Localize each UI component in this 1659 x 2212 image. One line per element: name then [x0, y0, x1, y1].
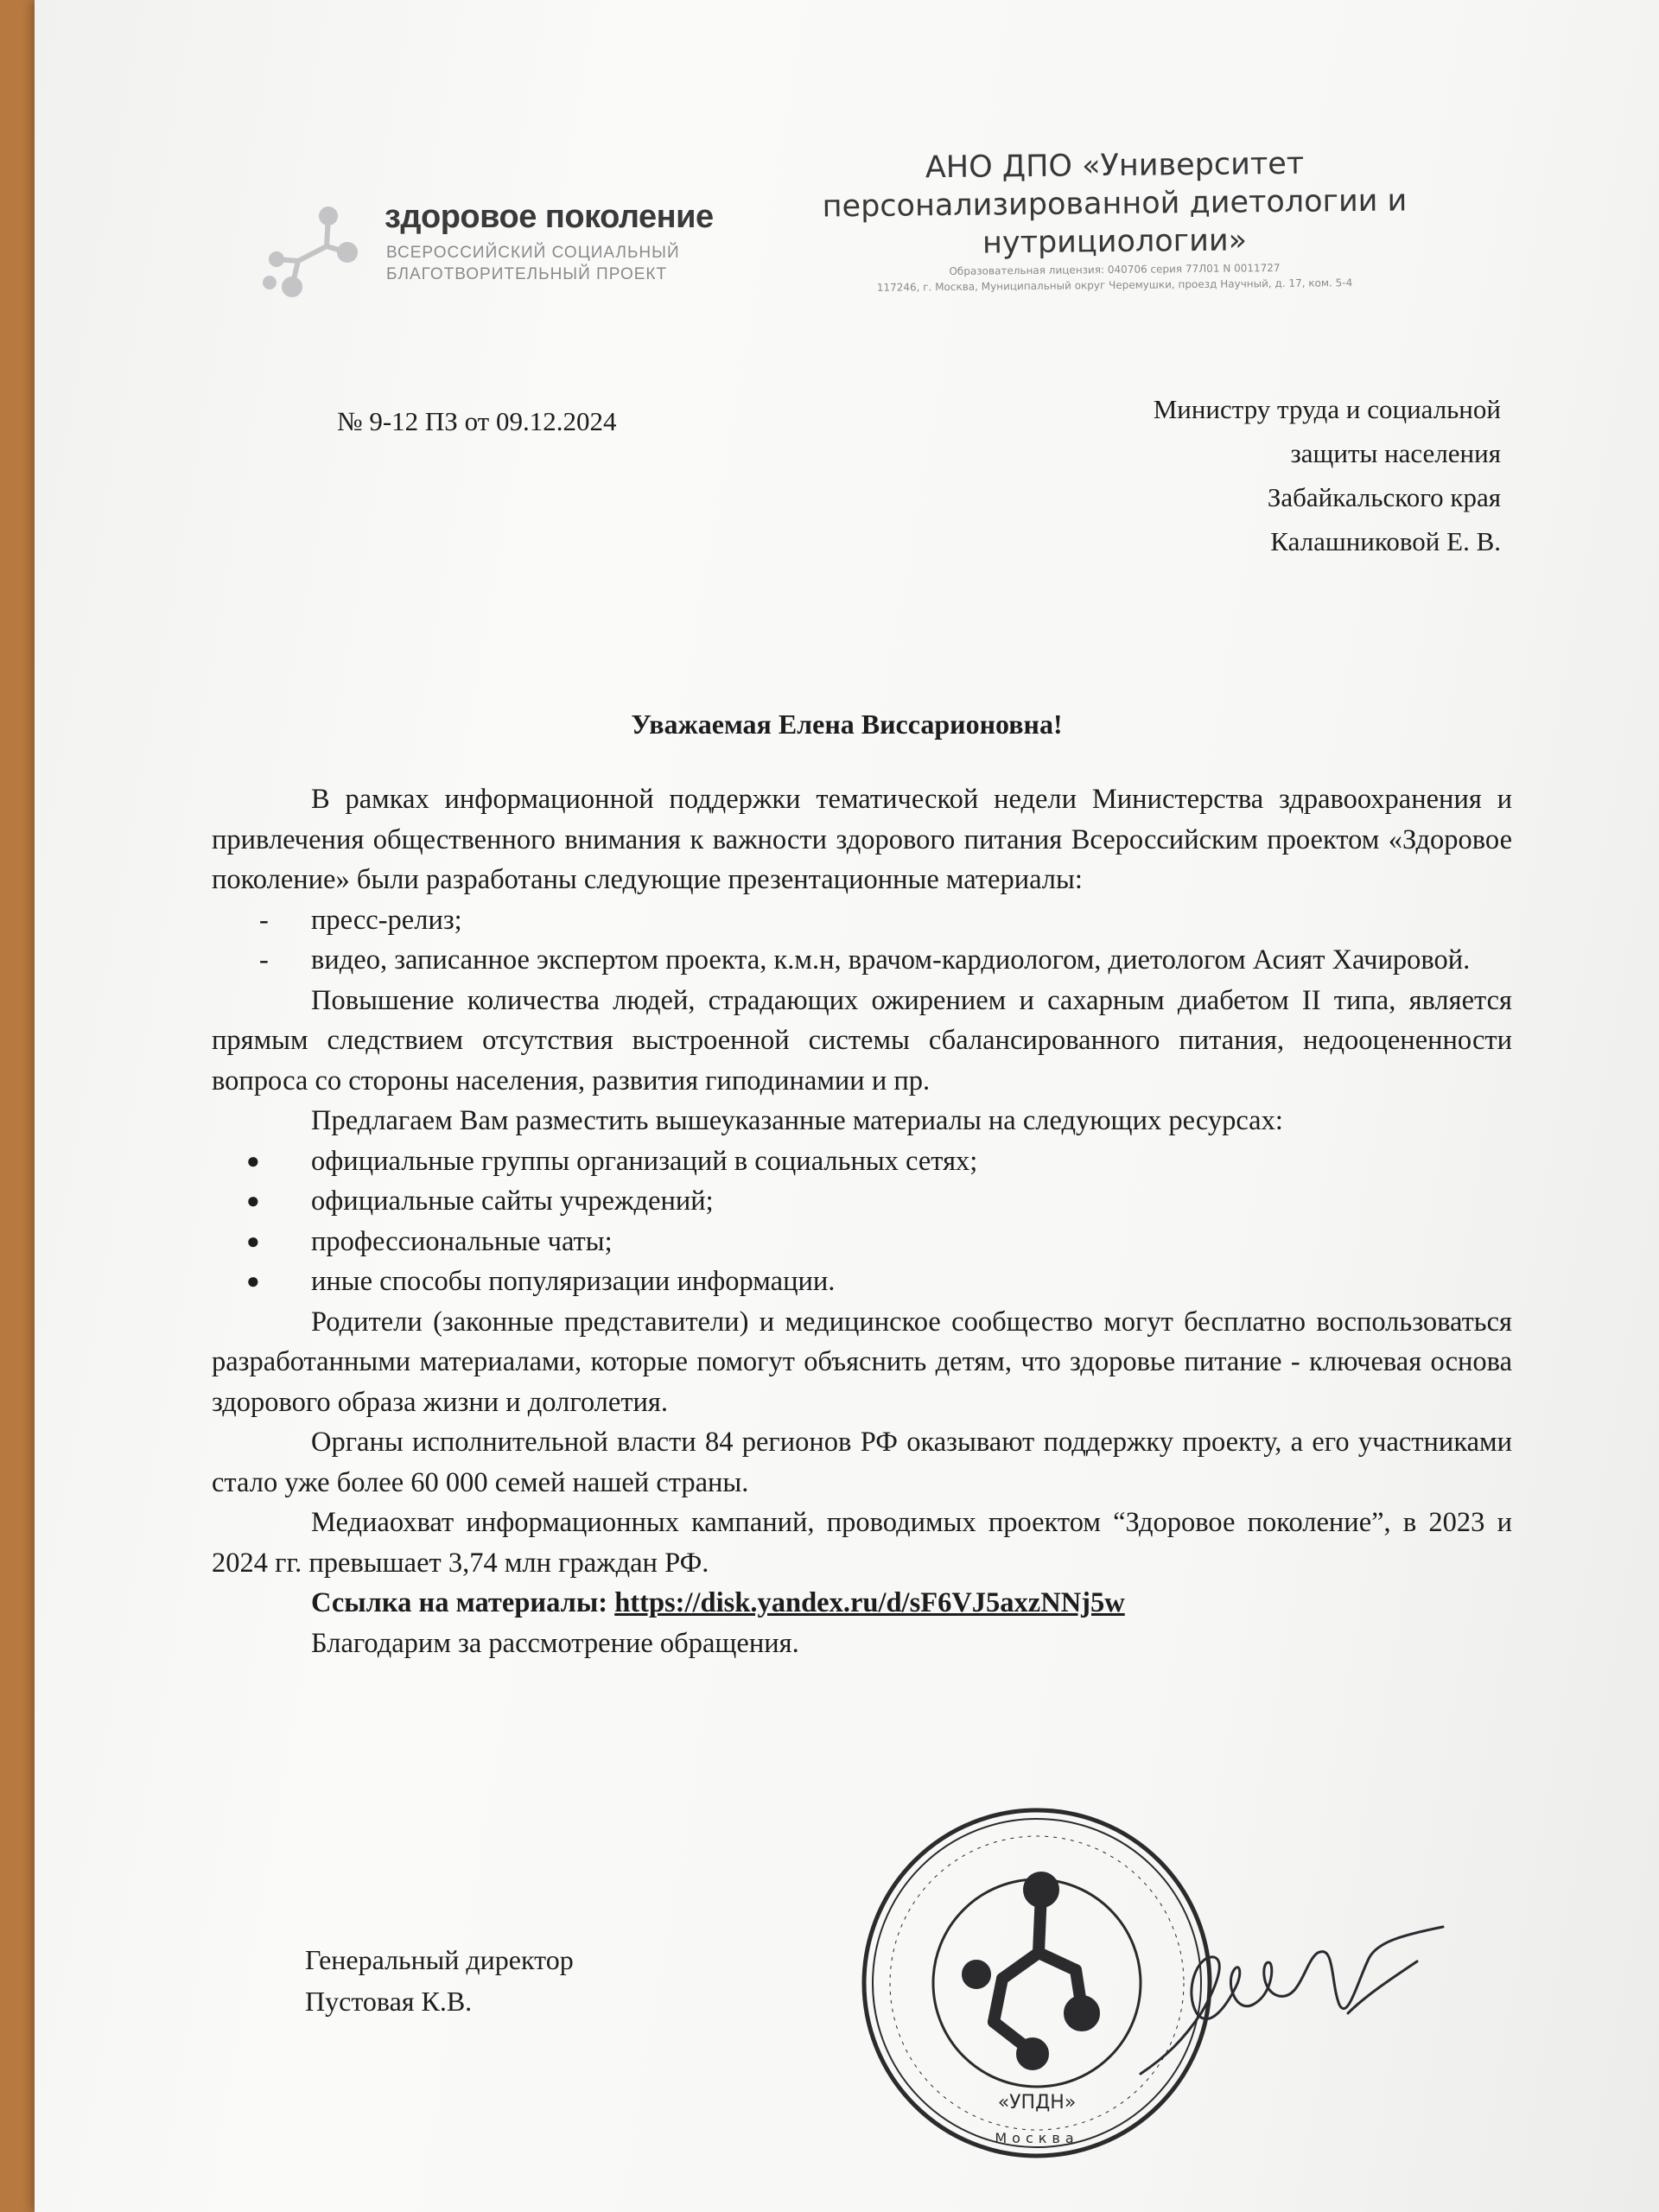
bullet-marker: ●: [246, 1147, 260, 1173]
link-label: Ссылка на материалы:: [311, 1587, 608, 1618]
paragraph-2: Повышение количества людей, страдающих ожирением и сахарным диабетом II типа, является прямым следствием отсутствия выстроенной системы сбалансированного питания, недооцененности вопроса со стороны населения, развития гиподинамии и пр.: [212, 984, 1512, 1096]
org-name-line-3: нутрициологии»: [982, 223, 1248, 261]
organization-header: [760, 147, 1469, 292]
paragraph-1: В рамках информационной поддержки тематической недели Министерства здравоохранения и привлечения общественного внимания к важности здорового питания Всероссийским проектом «Здоровое поколение» были разработаны следующие презентационные материалы:: [212, 784, 1512, 895]
bullet-marker: ●: [246, 1228, 260, 1254]
zdorovoe-pokolenie-logo: [251, 199, 786, 302]
list-item-text: пресс-релиз;: [311, 904, 462, 936]
brand-subtitle-line-1: ВСЕРОССИЙСКИЙ СОЦИАЛЬНЫЙ: [386, 244, 680, 262]
paragraph-3: Предлагаем Вам разместить вышеуказанные материалы на следующих ресурсах:: [311, 1105, 1283, 1136]
bullet-marker: ●: [246, 1268, 260, 1294]
list-item: [212, 900, 1512, 941]
org-name-line-1: АНО ДПО «Университет: [925, 146, 1305, 186]
dash-marker: -: [259, 944, 269, 976]
list-item: [212, 1181, 1512, 1222]
stamp-molecule-icon: [968, 1878, 1094, 2064]
paragraph-7: Благодарим за рассмотрение обращения.: [311, 1627, 799, 1659]
list-item: [212, 1222, 1512, 1262]
list-item-text: иные способы популяризации информации.: [311, 1266, 836, 1297]
org-license: Образовательная лицензия: 040706 серия 77Л01 N 0011727: [949, 261, 1281, 278]
list-item: [212, 1141, 1512, 1182]
list-item-text: профессиональные чаты;: [311, 1225, 613, 1257]
addressee-line-2: защиты населения: [1290, 438, 1501, 468]
signatory-name: Пустовая К.В.: [305, 1986, 473, 2017]
list-item-text: официальные сайты учреждений;: [311, 1185, 714, 1217]
brand-subtitle: [386, 242, 749, 285]
addressee-line-4: Калашниковой Е. В.: [1270, 526, 1501, 556]
brand-name: здоровое поколение: [385, 199, 714, 235]
molecule-icon: [251, 199, 372, 302]
handwritten-signature: [1132, 1910, 1460, 2082]
signatory-title: Генеральный директор: [305, 1944, 574, 1975]
materials-link[interactable]: https://disk.yandex.ru/d/sF6VJ5axzNNj5w: [614, 1587, 1125, 1618]
stamp-center-text: «УПДН»: [997, 2092, 1077, 2113]
org-name-line-2: персонализированной диетологии и: [822, 183, 1408, 225]
letter-page: [35, 0, 1659, 2212]
addressee-block: [1154, 387, 1501, 563]
addressee-line-3: Забайкальского края: [1267, 482, 1501, 512]
materials-link-line: [212, 1583, 1512, 1624]
brand-subtitle-line-2: БЛАГОТВОРИТЕЛЬНЫЙ ПРОЕКТ: [386, 265, 668, 283]
org-address: 117246, г. Москва, Муниципальный округ Черемушки, проезд Научный, д. 17, ком. 5-4: [876, 276, 1353, 294]
bullet-marker: ●: [246, 1188, 260, 1213]
list-item: [212, 1262, 1512, 1302]
stamp-city: Москва: [995, 2130, 1079, 2146]
dash-marker: -: [259, 904, 269, 936]
list-item-text: видео, записанное экспертом проекта, к.м.н, врачом-кардиологом, диетологом Асият Хачировой.: [311, 944, 1471, 976]
paragraph-5: Органы исполнительной власти 84 регионов РФ оказывают поддержку проекту, а его участниками стало уже более 60 000 семей нашей страны.: [212, 1427, 1512, 1498]
paragraph-4: Родители (законные представители) и медицинское сообщество могут бесплатно воспользоваться разработанными материалами, которые помогут объяснить детям, что здоровье питание - ключевая основа здорового образа жизни и долголетия.: [212, 1306, 1512, 1418]
greeting: Уважаемая Елена Виссарионовна!: [631, 709, 1063, 740]
letter-reference: № 9-12 ПЗ от 09.12.2024: [337, 406, 617, 436]
paragraph-6: Медиаохват информационных кампаний, проводимых проектом “Здоровое поколение”, в 2023 и 2024 гг. превышает 3,74 млн граждан РФ.: [212, 1507, 1512, 1579]
letter-body: [212, 779, 1512, 1663]
signatory-block: [305, 1939, 574, 2022]
list-item-text: официальные группы организаций в социальных сетях;: [311, 1145, 978, 1177]
addressee-line-1: Министру труда и социальной: [1153, 394, 1501, 424]
list-item: [212, 940, 1512, 981]
